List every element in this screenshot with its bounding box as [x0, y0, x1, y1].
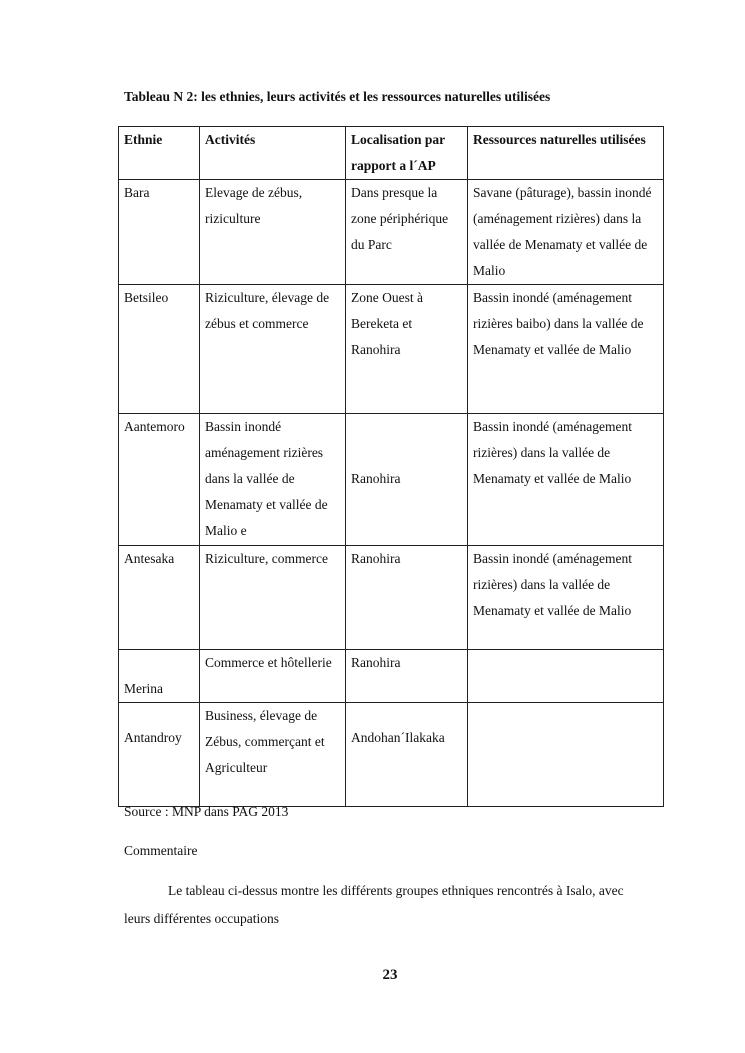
cell-ressources: Savane (pâturage), bassin inondé (aménagement rizières) dans la vallée de Menamaty et vallée de Malio [468, 180, 664, 285]
commentaire-heading: Commentaire [124, 843, 198, 858]
header-localisation: Localisation par rapport a l´AP [346, 127, 468, 180]
cell-activites: Bassin inondé aménagement rizières dans la vallée de Menamaty et vallée de Malio e [200, 414, 346, 546]
cell-localisation: Dans presque la zone périphérique du Parc [346, 180, 468, 285]
table-source: Source : MNP dans PAG 2013 [124, 804, 289, 819]
table-row [119, 650, 664, 703]
table-row [119, 180, 664, 285]
cell-ethnie: Merina [119, 650, 200, 703]
cell-localisation: Ranohira [346, 546, 468, 650]
cell-ethnie: Antandroy [119, 703, 200, 807]
cell-localisation: Andohan´Ilakaka [346, 703, 468, 807]
cell-ressources [468, 650, 664, 703]
ethnies-table [118, 126, 664, 807]
table-header-row [119, 127, 664, 180]
cell-ressources: Bassin inondé (aménagement rizières) dans la vallée de Menamaty et vallée de Malio [468, 414, 664, 546]
cell-ressources [468, 703, 664, 807]
cell-ethnie: Bara [119, 180, 200, 285]
header-activites: Activités [200, 127, 346, 180]
cell-ressources: Bassin inondé (aménagement rizières) dans la vallée de Menamaty et vallée de Malio [468, 546, 664, 650]
commentaire-paragraph: Le tableau ci-dessus montre les différents groupes ethniques rencontrés à Isalo, avec leurs différentes occupations [124, 883, 624, 926]
cell-ethnie: Antesaka [119, 546, 200, 650]
cell-activites: Business, élevage de Zébus, commerçant et Agriculteur [200, 703, 346, 807]
page-number: 23 [382, 967, 398, 983]
table-caption: Tableau N 2: les ethnies, leurs activités et les ressources naturelles utilisées [124, 89, 551, 104]
cell-activites: Riziculture, commerce [200, 546, 346, 650]
cell-ethnie: Betsileo [119, 285, 200, 414]
cell-localisation: Ranohira [346, 650, 468, 703]
table-row [119, 414, 664, 546]
cell-activites: Commerce et hôtellerie [200, 650, 346, 703]
table-row [119, 285, 664, 414]
header-ressources: Ressources naturelles utilisées [468, 127, 664, 180]
cell-localisation: Zone Ouest à Bereketa et Ranohira [346, 285, 468, 414]
cell-activites: Riziculture, élevage de zébus et commerce [200, 285, 346, 414]
table-row [119, 546, 664, 650]
cell-ressources: Bassin inondé (aménagement rizières baibo) dans la vallée de Menamaty et vallée de Malio [468, 285, 664, 414]
cell-localisation: Ranohira [346, 414, 468, 546]
cell-activites: Elevage de zébus, riziculture [200, 180, 346, 285]
header-ethnie: Ethnie [119, 127, 200, 180]
cell-ethnie: Aantemoro [119, 414, 200, 546]
table-row [119, 703, 664, 807]
